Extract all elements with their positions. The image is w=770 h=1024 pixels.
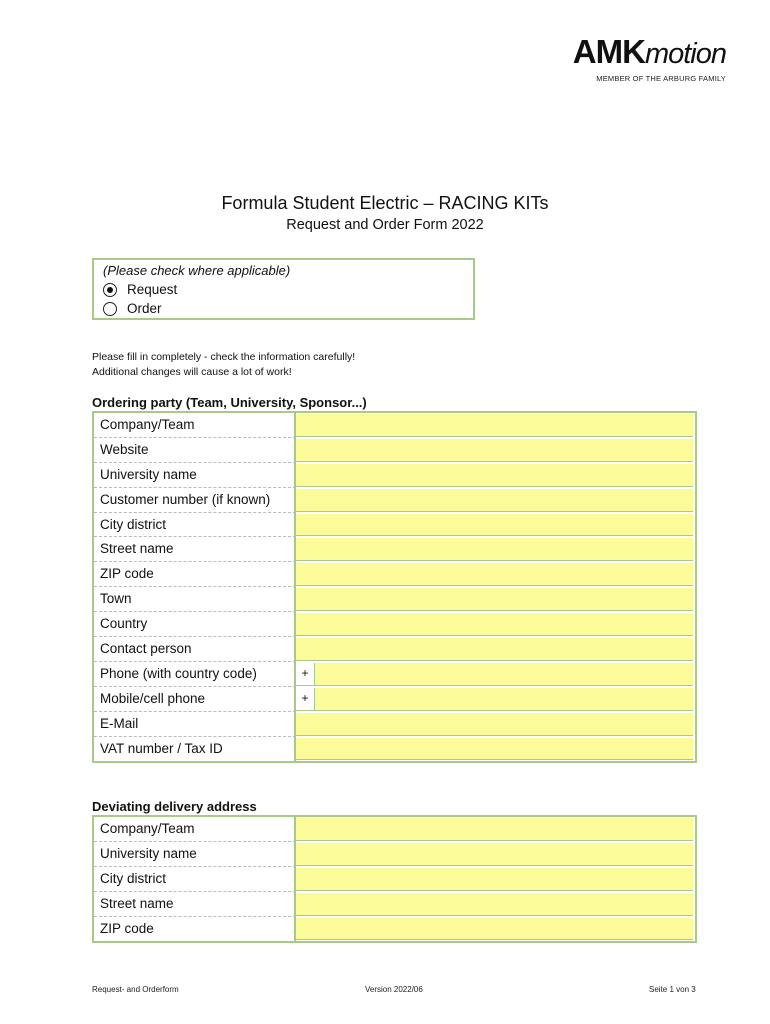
input-field[interactable] [296, 663, 693, 686]
option-order[interactable] [103, 301, 162, 316]
form-row [94, 917, 695, 942]
input-field[interactable] [296, 713, 693, 736]
radio-selected-icon[interactable] [103, 283, 117, 297]
field-label: City district [94, 513, 296, 538]
form-row [94, 562, 695, 587]
field-label: University name [94, 463, 296, 488]
field-label: Street name [94, 892, 296, 917]
form-row [94, 438, 695, 463]
field-label: Phone (with country code) [94, 662, 296, 687]
field-label: University name [94, 842, 296, 867]
field-label: Company/Team [94, 817, 296, 842]
check-hint: (Please check where applicable) [103, 263, 291, 278]
footer-left: Request- and Orderform [92, 985, 179, 994]
delivery-address-table [92, 815, 697, 943]
field-label: Website [94, 438, 296, 463]
logo-wordmark [573, 34, 726, 72]
field-label: Town [94, 587, 296, 612]
form-row [94, 892, 695, 917]
input-field[interactable] [296, 613, 693, 636]
logo-motion: motion [644, 38, 726, 70]
form-row [94, 587, 695, 612]
footer-center: Version 2022/06 [365, 985, 423, 994]
footer-page: Seite 1 von 3 [649, 985, 696, 994]
form-row [94, 662, 695, 687]
input-field[interactable] [296, 538, 693, 561]
field-label: ZIP code [94, 917, 296, 942]
ordering-party-table [92, 411, 697, 763]
option-order-label: Order [127, 301, 162, 316]
input-field[interactable] [296, 439, 693, 462]
input-field[interactable] [296, 489, 693, 512]
instruction-line: Additional changes will cause a lot of work! [92, 365, 292, 378]
input-field[interactable] [296, 414, 693, 437]
field-label: Customer number (if known) [94, 488, 296, 513]
field-label: Mobile/cell phone [94, 687, 296, 712]
form-row [94, 637, 695, 662]
input-field[interactable] [296, 918, 693, 941]
input-field[interactable] [296, 638, 693, 661]
field-label: City district [94, 867, 296, 892]
form-row [94, 463, 695, 488]
input-value[interactable] [315, 688, 693, 710]
logo-amk: AMK [572, 33, 645, 70]
form-row [94, 488, 695, 513]
form-row [94, 537, 695, 562]
radio-unselected-icon[interactable] [103, 302, 117, 316]
input-field[interactable] [296, 688, 693, 711]
input-field[interactable] [296, 843, 693, 866]
form-row [94, 687, 695, 712]
input-field[interactable] [296, 868, 693, 891]
form-row [94, 413, 695, 438]
country-code-prefix: + [296, 663, 315, 685]
field-label: E-Mail [94, 712, 296, 737]
company-logo [573, 34, 726, 83]
input-field[interactable] [296, 588, 693, 611]
ordering-party-title: Ordering party (Team, University, Sponsor...) [92, 395, 367, 410]
field-label: ZIP code [94, 562, 296, 587]
form-row [94, 867, 695, 892]
input-field[interactable] [296, 464, 693, 487]
field-label: Country [94, 612, 296, 637]
option-request-label: Request [127, 282, 178, 297]
instructions [92, 350, 355, 379]
form-row [94, 712, 695, 737]
input-field[interactable] [296, 818, 693, 841]
form-row [94, 737, 695, 762]
form-row [94, 612, 695, 637]
input-field[interactable] [296, 738, 693, 761]
delivery-address-title: Deviating delivery address [92, 799, 257, 814]
country-code-prefix: + [296, 688, 315, 710]
field-label: Street name [94, 537, 296, 562]
input-value[interactable] [315, 663, 693, 685]
input-field[interactable] [296, 893, 693, 916]
form-row [94, 513, 695, 538]
input-field[interactable] [296, 563, 693, 586]
field-label: VAT number / Tax ID [94, 737, 296, 762]
instruction-line: Please fill in completely - check the information carefully! [92, 351, 356, 363]
document-title: Formula Student Electric – RACING KITs [221, 193, 549, 213]
logo-tagline: MEMBER OF THE ARBURG FAMILY [596, 74, 726, 83]
field-label: Contact person [94, 637, 296, 662]
form-row [94, 842, 695, 867]
form-row [94, 817, 695, 842]
option-request[interactable] [103, 282, 177, 297]
document-subtitle: Request and Order Form 2022 [286, 217, 484, 233]
field-label: Company/Team [94, 413, 296, 438]
input-field[interactable] [296, 514, 693, 537]
request-type-box [92, 258, 475, 320]
